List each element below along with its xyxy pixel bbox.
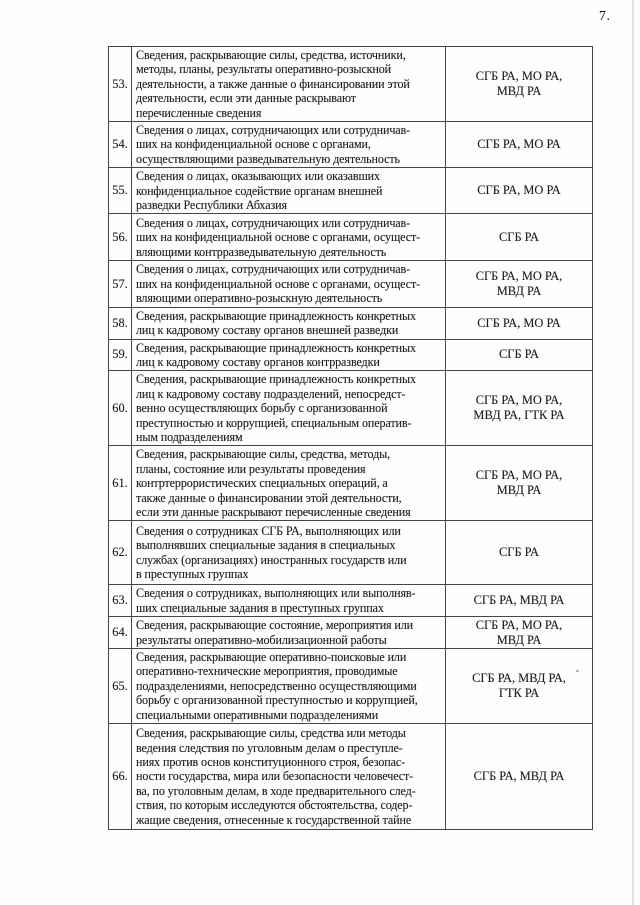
description-line: ших специальные задания в преступных группах [136,600,384,615]
description-line: конфиденциальное содействие органам внешней [136,183,383,198]
description-line: ности государства, мира или безопасности человечест- [136,769,414,784]
agency-line: СГБ РА, МВД РА [473,593,565,608]
row-number-cell [109,617,132,649]
agency-line: ГТК РА [498,686,540,701]
description-line: Сведения, раскрывающие принадлежность конкретных [136,372,416,387]
table-row [109,307,593,339]
table-body [109,47,593,830]
row-number-cell [109,649,132,724]
row-description-cell [132,307,446,339]
description-line: планы, состояние или результаты проведения [136,461,366,476]
row-description-cell [132,617,446,649]
row-number: 56. [112,229,128,244]
row-description-cell [132,47,446,122]
table-row [109,214,593,261]
agency-line: СГБ РА, МО РА, [475,69,563,84]
row-agencies-cell [446,617,593,649]
agency-line: СГБ РА, МО РА, [475,468,563,483]
row-description-cell [132,521,446,585]
row-description-cell [132,122,446,168]
description-line: борьбу с организованной преступностью и коррупцией, [136,693,418,708]
table-row [109,649,593,724]
row-description-cell [132,214,446,261]
description-line: в преступных группах [136,567,249,582]
description-line: ших на конфиденциальной основе с органами, [136,137,371,152]
description-line: венно осуществляющих борьбу с организованной [136,401,388,416]
description-line: Сведения, раскрывающие оперативно-поисковые или [136,650,407,664]
row-number-cell [109,214,132,261]
agency-line: СГБ РА, МВД РА, [472,671,566,686]
row-number: 57. [112,276,128,291]
table-row [109,521,593,585]
row-description-cell [132,339,446,371]
description-line: результаты оперативно-мобилизационной работы [136,632,387,647]
row-description-cell [132,585,446,617]
row-description-cell [132,371,446,446]
description-line: разведки Республики Абхазия [136,198,287,213]
row-agencies-cell [446,47,593,122]
row-agencies-cell [446,649,593,724]
description-line: Сведения, раскрывающие силы, средства, методы, [136,447,391,462]
description-line: оперативно-технические мероприятия, проводимые [136,664,398,679]
description-line: перечисленные сведения [136,105,262,120]
agency-line: МВД РА, ГТК РА [473,408,565,423]
table-row [109,617,593,649]
description-line: Сведения о сотрудниках СГБ РА, выполняющих или [136,524,401,539]
agency-line: МВД РА [496,483,542,498]
agency-line: СГБ РА, МО РА, [475,269,563,284]
description-line: выполнявших специальные задания в специальных [136,538,396,553]
agency-line: МВД РА [496,632,542,647]
row-description-cell [132,446,446,521]
description-line: Сведения, раскрывающие силы, средства или методы [136,726,406,741]
row-number-cell [109,47,132,122]
description-line: лиц к кадровому составу подразделений, непосредст- [136,386,406,401]
scan-speck [576,670,579,672]
row-agencies-cell [446,122,593,168]
description-line: ших на конфиденциальной основе с органами, осущест- [136,230,421,245]
description-line: вляющими оперативно-розыскную деятельность [136,291,383,306]
row-agencies-cell [446,446,593,521]
row-number-cell [109,168,132,214]
table-row [109,585,593,617]
page-number: 7. [599,9,611,24]
description-line: также данные о финансировании этой деятельности, [136,490,402,505]
description-line: вляющими контрразведывательную деятельность [136,244,387,259]
row-number-cell [109,261,132,307]
description-line: Сведения о лицах, сотрудничающих или сотрудничав- [136,123,411,138]
row-number: 65. [112,678,128,693]
description-line: Сведения, раскрывающие принадлежность конкретных [136,308,416,323]
agency-line: СГБ РА, МО РА [477,137,561,152]
description-line: ствия, по которым исследуются обстоятельства, содер- [136,798,413,813]
table-row [109,339,593,371]
row-number-cell [109,122,132,168]
row-description-cell [132,724,446,830]
row-number-cell [109,521,132,585]
row-number: 54. [112,137,128,152]
agency-line: МВД РА [496,84,542,99]
agency-line: СГБ РА, МО РА [477,183,561,198]
row-description-cell [132,649,446,724]
row-agencies-cell [446,724,593,830]
description-line: если эти данные раскрывают перечисленные сведения [136,504,411,519]
row-number-cell [109,307,132,339]
page-edge-shadow [632,0,634,905]
row-agencies-cell [446,339,593,371]
agency-line: СГБ РА, МО РА, [475,393,563,408]
row-number: 62. [112,545,128,560]
description-line: деятельности, а также данные о финансировании этой [136,76,410,91]
description-line: контртеррористических специальных операций, а [136,476,388,491]
row-number: 58. [112,315,128,330]
row-agencies-cell [446,307,593,339]
description-line: методы, планы, результаты оперативно-розыскной [136,62,392,77]
row-number-cell [109,585,132,617]
description-line: Сведения, раскрывающие состояние, мероприятия или [136,618,414,633]
row-number-cell [109,446,132,521]
agency-line: СГБ РА [499,229,539,244]
row-number-cell [109,339,132,371]
description-line: службах (организациях) иностранных государств или [136,552,407,567]
agency-line: МВД РА [496,284,542,299]
row-number: 59. [112,347,128,362]
description-line: осуществляющими разведывательную деятельность [136,151,400,166]
row-number: 63. [112,593,128,608]
table-row [109,724,593,830]
classified-info-table [108,46,593,830]
description-line: лиц к кадровому составу органов контрразведки [136,354,380,369]
description-line: ным подразделениям [136,429,243,444]
row-agencies-cell [446,168,593,214]
description-line: Сведения, раскрывающие принадлежность конкретных [136,340,416,355]
row-description-cell [132,261,446,307]
row-number: 55. [112,183,128,198]
row-number-cell [109,371,132,446]
description-line: специальными оперативными подразделениями [136,707,379,722]
row-agencies-cell [446,371,593,446]
row-agencies-cell [446,261,593,307]
table-row [109,47,593,122]
row-number-cell [109,724,132,830]
description-line: ниях против основ конституционного строя, безопас- [136,754,406,769]
description-line: Сведения о лицах, сотрудничающих или сотрудничав- [136,215,411,230]
row-agencies-cell [446,214,593,261]
description-line: деятельности, если эти данные раскрывают [136,91,356,106]
table-row [109,261,593,307]
agency-line: СГБ РА, МВД РА [473,769,565,784]
row-description-cell [132,168,446,214]
row-agencies-cell [446,521,593,585]
agency-line: СГБ РА, МО РА [477,315,561,330]
description-line: Сведения о сотрудниках, выполняющих или выполняв- [136,586,416,601]
description-line: Сведения о лицах, оказывающих или оказавших [136,169,380,184]
description-line: лиц к кадровому составу органов внешней разведки [136,323,399,338]
description-line: преступностью и коррупцией, специальным оператив- [136,415,412,430]
row-agencies-cell [446,585,593,617]
agency-line: СГБ РА [499,545,539,560]
description-line: подразделениями, непосредственно осуществляющими [136,678,417,693]
agency-line: СГБ РА, МО РА, [475,617,563,632]
description-line: ведения следствия по уголовным делам о преступле- [136,740,403,755]
row-number: 66. [112,769,128,784]
description-line: жащие сведения, отнесенные к государственной тайне [136,812,412,827]
table-row [109,122,593,168]
row-number: 61. [112,475,128,490]
row-number: 64. [112,625,128,640]
table-row [109,446,593,521]
table-row [109,371,593,446]
description-line: ва, по уголовным делам, в ходе предварительного след- [136,783,416,798]
agency-line: СГБ РА [499,347,539,362]
row-number: 60. [112,400,128,415]
description-line: ших на конфиденциальной основе с органами, осущест- [136,276,421,291]
description-line: Сведения о лицах, сотрудничающих или сотрудничав- [136,262,411,277]
description-line: Сведения, раскрывающие силы, средства, источники, [136,48,406,62]
row-number: 53. [112,76,128,91]
table-row [109,168,593,214]
